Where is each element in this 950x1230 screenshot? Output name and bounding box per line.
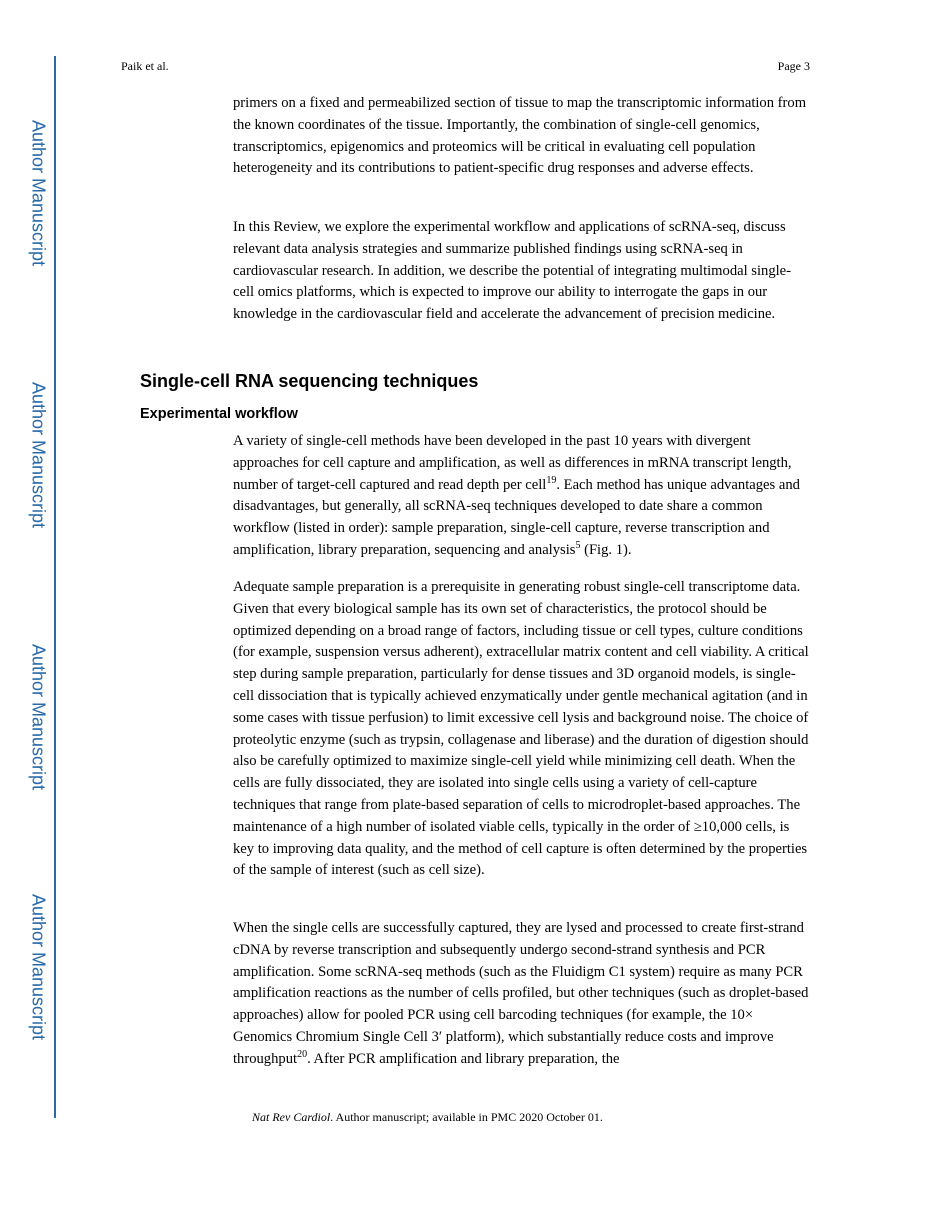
paragraph-3-text-a: A variety of single-cell methods have been developed in the past 10 years with divergent approaches for cell capture and amplification, as well as differences in mRNA transcript length, number of target-cell captured and read depth per cell: [233, 433, 792, 493]
sidebar-divider: [54, 56, 56, 1118]
paragraph-3-text-c: (Fig. 1).: [580, 541, 632, 558]
paragraph-5: [233, 918, 811, 1071]
paragraph-3-text-b: . Each method has unique advantages and disadvantages, but generally, all scRNA-seq techniques developed to date share a common workflow (listed in order): sample preparation, single-cell capture, reverse transcription and amplification, library preparation, sequencing and analysis: [233, 476, 800, 558]
running-head-authors: Paik et al.: [121, 59, 169, 73]
footer-journal: Nat Rev Cardiol: [252, 1110, 331, 1124]
paragraph-5-text-b: . After PCR amplification and library preparation, the: [307, 1050, 620, 1067]
citation-20: 20: [297, 1048, 308, 1060]
paragraph-3: [233, 431, 811, 562]
citation-19: 19: [546, 474, 557, 486]
subsection-heading: Experimental workflow: [140, 406, 298, 422]
footer-text: . Author manuscript; available in PMC 2020 October 01.: [330, 1110, 603, 1124]
page-number: Page 3: [777, 59, 810, 73]
paragraph-5-text-a: When the single cells are successfully captured, they are lysed and processed to create first-strand cDNA by reverse transcription and subsequently undergo second-strand synthesis and PCR amplification. Some scRNA-seq methods (such as the Fluidigm C1 system) require as many PCR amplification reactions as the number of cells profiled, but other techniques (such as droplet-based approaches) allow for pooled PCR using cell barcoding techniques (for example, the 10× Genomics Chromium Single Cell 3′ platform), which substantially reduce costs and improve throughput: [233, 920, 809, 1067]
paragraph-1: primers on a fixed and permeabilized section of tissue to map the transcriptomic information from the known coordinates of the tissue. Importantly, the combination of single-cell genomics, transcriptomics, epigenomics and proteomics will be critical in evaluating cell population heterogeneity and its contributions to patient-specific drug responses and adverse effects.: [233, 95, 807, 177]
citation-5: 5: [575, 540, 581, 552]
paragraph-2: In this Review, we explore the experimental workflow and applications of scRNA-seq, discuss relevant data analysis strategies and summarize published findings using scRNA-seq in cardiovascular research. In addition, we describe the potential of integrating multimodal single-cell omics platforms, which is expected to improve our ability to interrogate the gaps in our knowledge in the cardiovascular field and accelerate the advancement of precision medicine.: [233, 219, 792, 323]
paragraph-4: Adequate sample preparation is a prerequisite in generating robust single-cell transcriptome data. Given that every biological sample has its own set of characteristics, the protocol should be optimized depending on a broad range of factors, including tissue or cell types, culture conditions (for example, suspension versus adherent), extracellular matrix content and cell viability. A critical step during sample preparation, particularly for dense tissues and 3D organoid models, is single-cell dissociation that is typically achieved enzymatically under gentle mechanical agitation (and in some cases with tissue perfusion) to limit excessive cell lysis and background noise. The choice of proteolytic enzyme (such as trypsin, collagenase and liberase) and the duration of digestion should also be carefully optimized to maximize single-cell yield while minimizing cell death. When the cells are fully dissociated, they are isolated into single cells using a variety of cell-capture techniques that range from plate-based separation of cells to microdroplet-based approaches. The maintenance of a high number of isolated viable cells, typically in the order of ≥10,000 cells, is key to improving data quality, and the method of cell capture is often determined by the properties of the sample of interest (such as cell size).: [233, 579, 809, 879]
section-heading: Single-cell RNA sequencing techniques: [140, 371, 479, 391]
footer-citation: [252, 1110, 603, 1125]
